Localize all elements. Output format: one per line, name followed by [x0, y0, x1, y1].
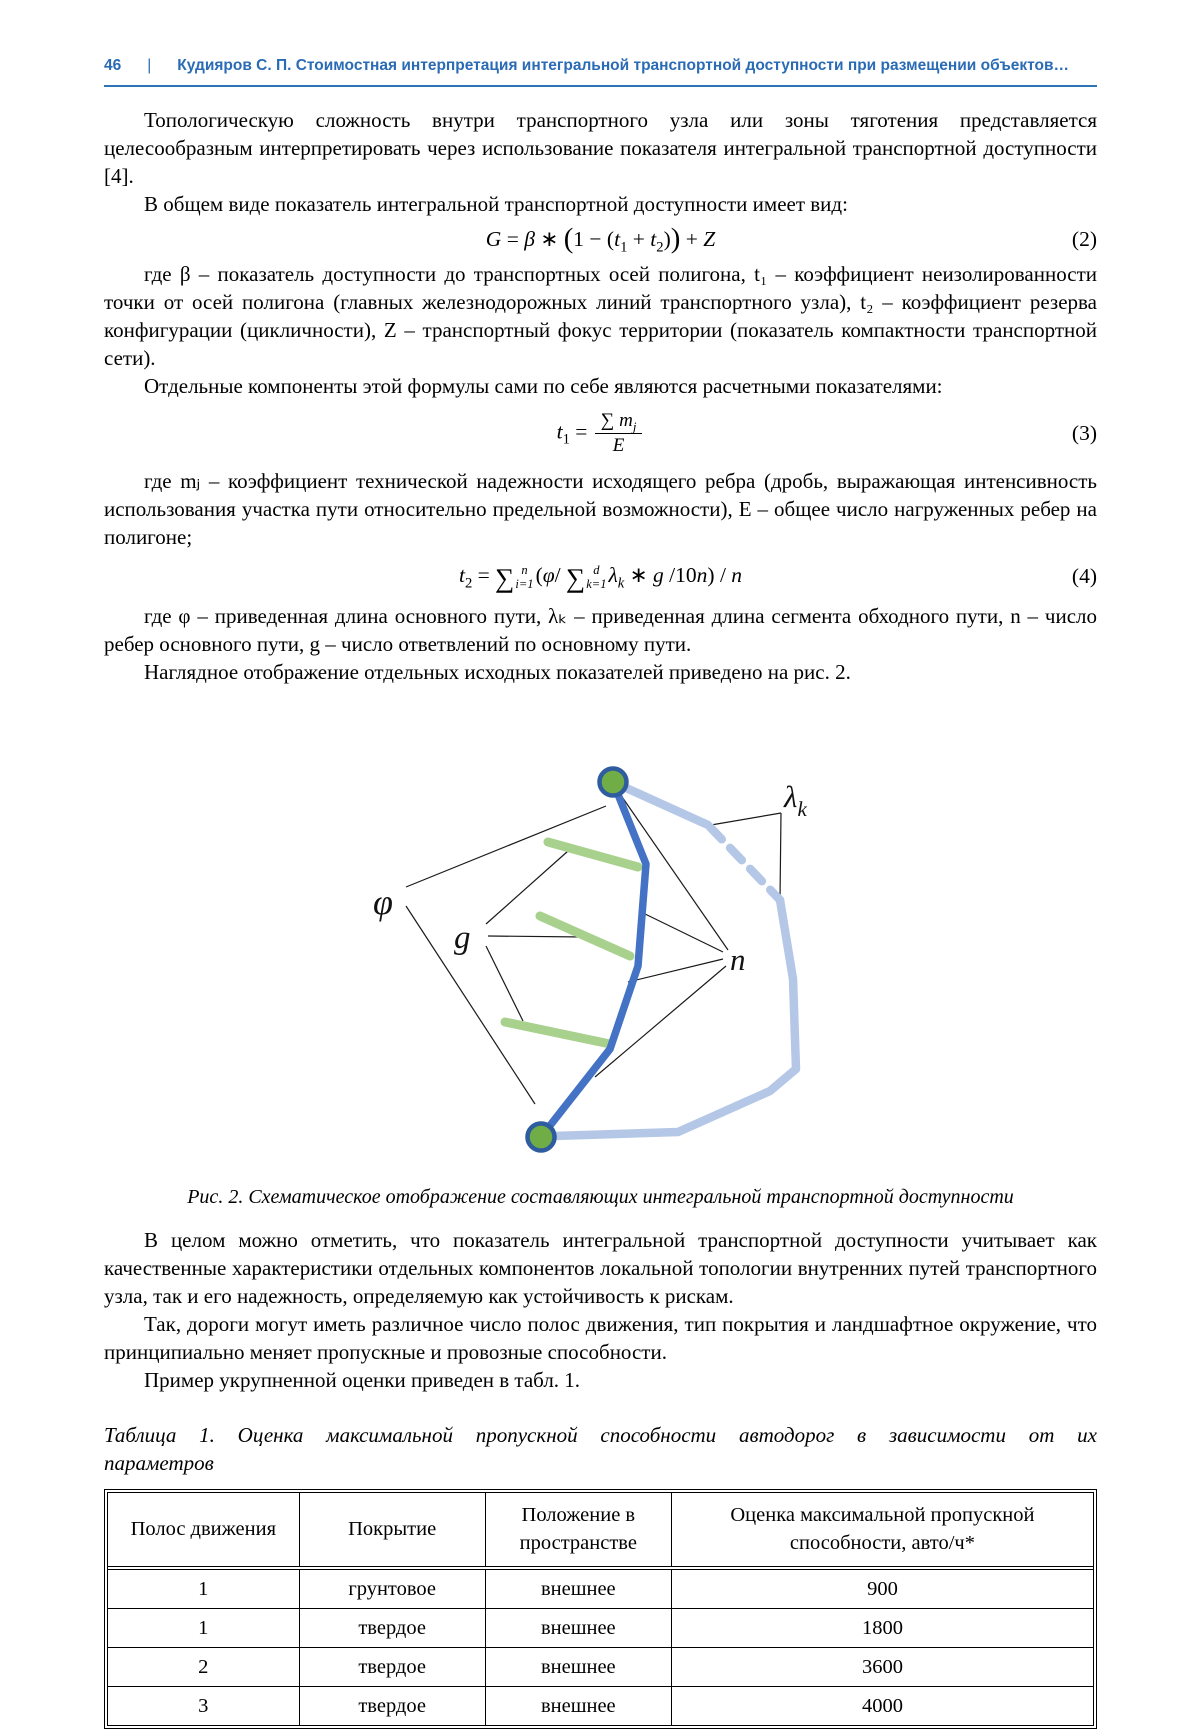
g-pointer-2	[488, 936, 585, 937]
col-header-lanes: Полос движения	[108, 1493, 299, 1568]
cell-position: внешнее	[485, 1568, 671, 1609]
capacity-table-frame	[104, 1489, 1097, 1729]
paragraph-summary: В целом можно отметить, что показатель интегральной транспортной доступности учитывает как качественные характеристики отдельных компонентов локальной топологии внутренних путей транспортного узла, так и его надежность, определяемую как устойчивость к рискам.	[104, 1228, 1097, 1309]
paragraph-where-mj: где mⱼ – коэффициент технической надежности исходящего ребра (дробь, выражающая интенсивность использования участка пути относительно предельной возможности), E – общее число нагруженных ребер на полигоне;	[104, 468, 1097, 549]
cell-surface: твердое	[299, 1648, 485, 1687]
header-rule	[104, 85, 1097, 87]
table-row	[108, 1648, 1093, 1687]
n-label: n	[730, 942, 746, 978]
cell-capacity: 1800	[671, 1609, 1093, 1648]
page-number: 46	[104, 57, 122, 74]
paragraph-figure-lead: Наглядное отображение отдельных исходных показателей приведено на рис. 2.	[144, 660, 851, 685]
cell-position: внешнее	[485, 1609, 671, 1648]
phi-label: φ	[373, 882, 393, 923]
lambda-k-label: $\lambda_k$	[784, 779, 807, 822]
equation-2-number: (2)	[1071, 227, 1097, 251]
network-diagram	[328, 722, 828, 1162]
bypass-path-dashed	[710, 827, 780, 900]
branch-segment-2	[540, 916, 630, 956]
figure-caption: Рис. 2. Схематическое отображение составляющих интегральной транспортной доступности	[187, 1186, 1014, 1209]
cell-surface: твердое	[299, 1609, 485, 1648]
cell-lanes: 2	[108, 1648, 299, 1687]
figure-2	[328, 722, 1097, 1169]
branch-segment-3	[505, 1022, 610, 1044]
n-pointer-upper	[641, 912, 723, 952]
cell-lanes: 1	[198, 1578, 209, 1601]
header-separator: |	[147, 57, 152, 74]
n-pointer-top	[620, 794, 728, 950]
paragraph-formula-lead: В общем виде показатель интегральной транспортной доступности имеет вид:	[144, 192, 848, 216]
equation-4-body: $t_2$ = ∑ n i=1 (φ/ ∑ d k=1 $\lambda_k$ ∗ g /10n) / n	[458, 562, 743, 594]
cell-lanes: 3	[108, 1687, 299, 1726]
paragraph-where-beta: где β – показатель доступности до транспортных осей полигона, t₁ – коэффициент неизолированности точки от осей полигона (главных железнодорожных линий транспортного узла), t₂ – коэффициент резерва конфигурации (цикличности), Z – транспортный фокус территории (показатель компактности транспортной сети).	[104, 262, 1097, 370]
paragraph-table-lead: Пример укрупненной оценки приведен в табл. 1.	[144, 1368, 581, 1393]
g-pointer-3	[486, 946, 523, 1021]
col-header-capacity: Оценка максимальной пропускной способности, авто/ч*	[671, 1493, 1093, 1568]
cell-surface: грунтовое	[299, 1568, 485, 1609]
n-pointer-mid	[628, 959, 723, 982]
equation-2	[104, 222, 1097, 256]
g-label: g	[454, 920, 471, 957]
table-header-row	[108, 1493, 1093, 1568]
equation-3-number: (3)	[1071, 421, 1097, 446]
running-header	[104, 56, 1097, 76]
col-header-surface: Покрытие	[299, 1493, 485, 1568]
table-row	[108, 1568, 1093, 1609]
paragraph-intro: Топологическую сложность внутри транспортного узла или зоны тяготения представляется целесообразным интерпретировать через использование показателя интегральной транспортной доступности [4].	[104, 108, 1097, 188]
lambda-pointer-1	[711, 813, 781, 825]
g-pointer-1	[486, 851, 568, 924]
paragraph-components: Отдельные компоненты этой формулы сами по себе являются расчетными показателями:	[144, 374, 943, 398]
cell-capacity: 4000	[671, 1687, 1093, 1726]
cell-surface: твердое	[299, 1687, 485, 1726]
branch-segment-1	[548, 842, 638, 867]
top-node	[600, 769, 627, 796]
bottom-node	[528, 1124, 555, 1151]
cell-capacity: 3600	[671, 1648, 1093, 1687]
equation-2-body: G = β ∗ $(1 - (t_1 + t_2)) + Z$	[485, 222, 716, 256]
capacity-table	[108, 1493, 1093, 1725]
col-header-position: Положение в пространстве	[485, 1493, 671, 1568]
cell-position: внешнее	[485, 1648, 671, 1687]
equation-3-body: $t_1$ = $\frac{\sum m_j}{E}$	[557, 410, 645, 457]
paragraph-where-phi: где φ – приведенная длина основного пути, λₖ – приведенная длина сегмента обходного пути, n – число ребер основного пути, g – число ответвлений по основному пути.	[104, 604, 1097, 657]
lambda-pointer-2	[780, 813, 781, 900]
table-row	[108, 1687, 1093, 1726]
n-pointer-lower	[595, 966, 726, 1077]
equation-3	[104, 410, 1097, 457]
equation-4-number: (4)	[1071, 564, 1097, 589]
table-caption: Таблица 1. Оценка максимальной пропускной способности автодорог в зависимости от их параметров	[104, 1423, 1097, 1476]
table-row	[108, 1609, 1093, 1648]
paragraph-roads: Так, дороги могут иметь различное число полос движения, тип покрытия и ландшафтное окружение, что принципиально меняет пропускные и провозные способности.	[104, 1312, 1097, 1365]
cell-lanes: 1	[108, 1609, 299, 1648]
cell-position: внешнее	[485, 1687, 671, 1726]
equation-4	[104, 561, 1097, 592]
cell-capacity: 900	[671, 1568, 1093, 1609]
running-title: Кудияров С. П. Стоимостная интерпретация интегральной транспортной доступности при размещении объектов…	[177, 57, 1070, 74]
